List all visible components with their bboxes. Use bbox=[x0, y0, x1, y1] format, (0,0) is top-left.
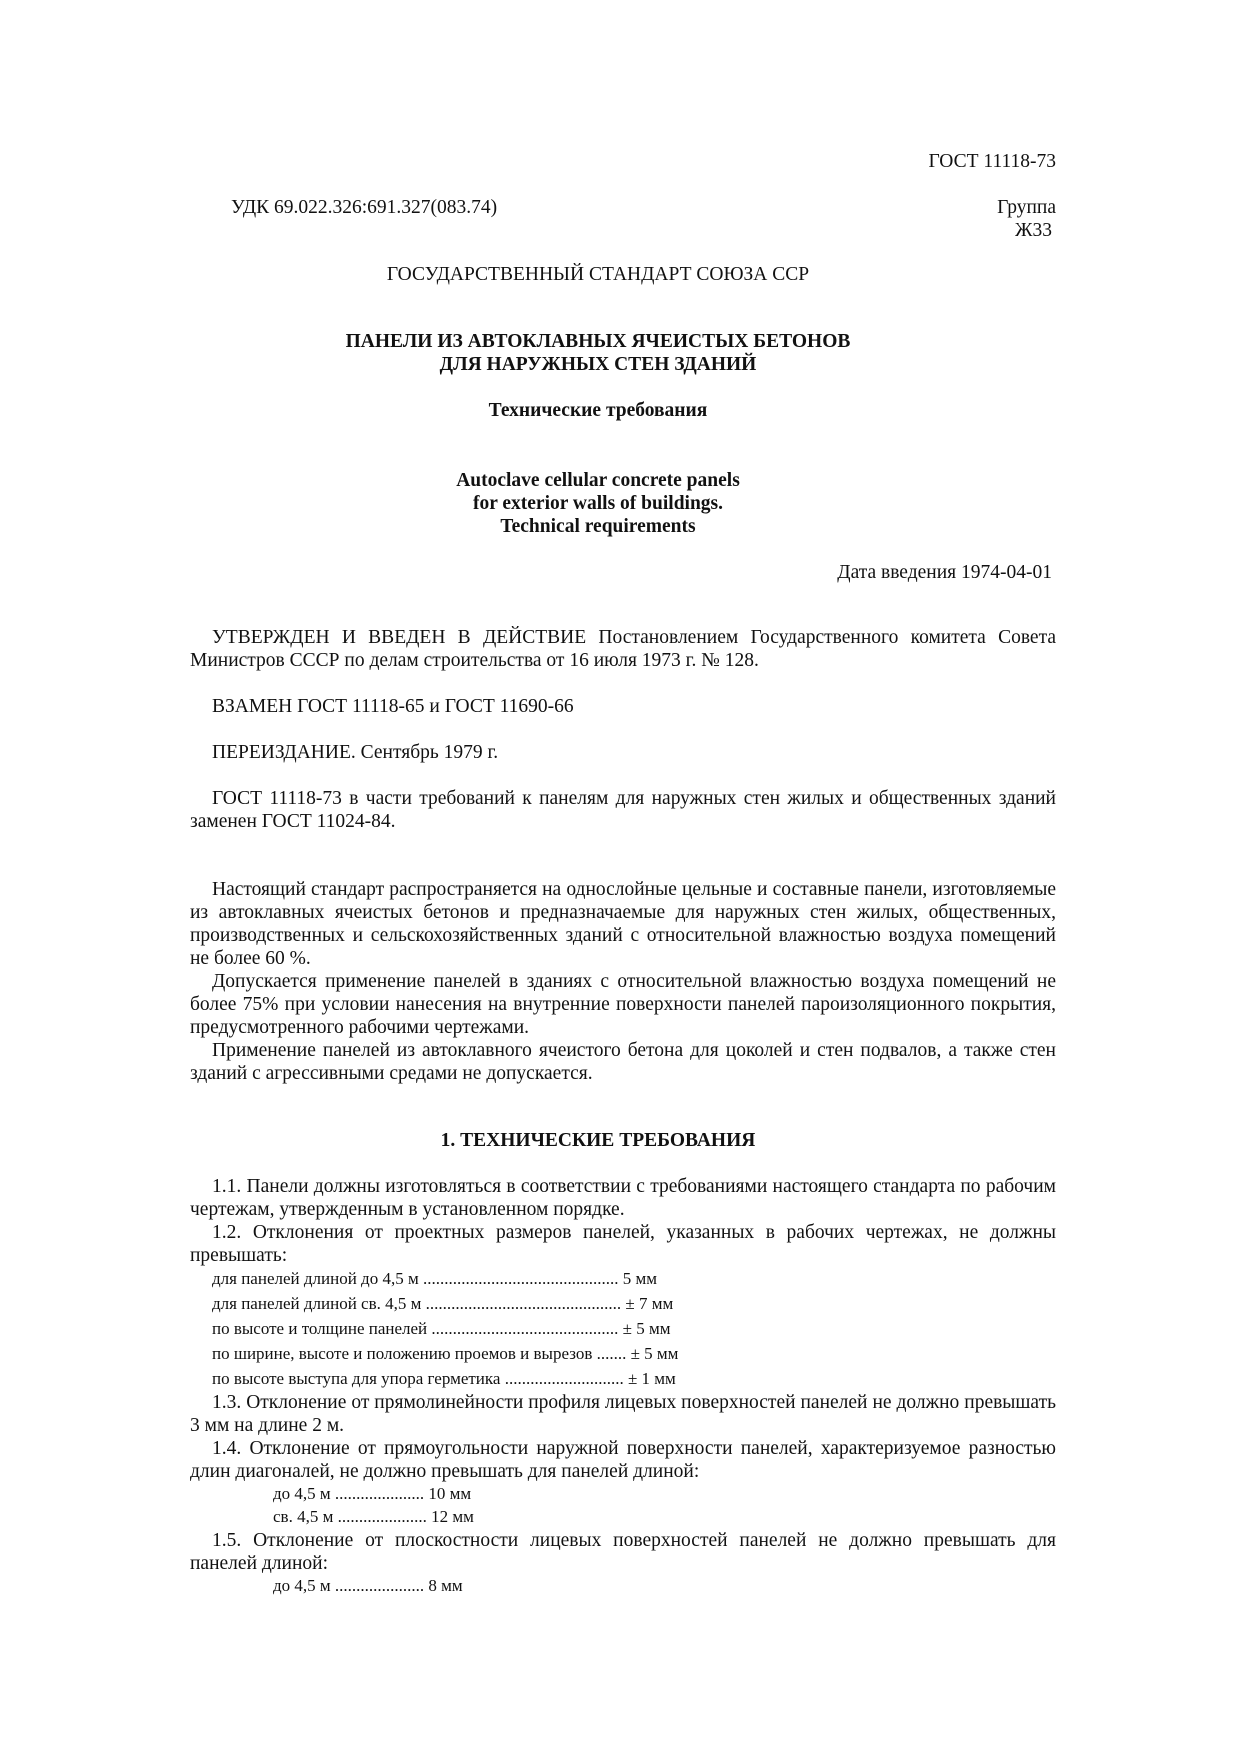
replaces-paragraph: ВЗАМЕН ГОСТ 11118-65 и ГОСТ 11690-66 bbox=[212, 696, 574, 717]
clause-1-4: 1.4. Отклонение от прямоугольности наружной поверхности панелей, характеризуемое разностью длин диагоналей, не должно превышать для панелей длиной: bbox=[190, 1438, 1056, 1482]
reissue-paragraph: ПЕРЕИЗДАНИЕ. Сентябрь 1979 г. bbox=[212, 742, 499, 763]
scope-paragraph-3: Применение панелей из автоклавного ячеистого бетона для цоколей и стен подвалов, а также стен зданий с агрессивными средами не допускается. bbox=[190, 1040, 1056, 1084]
deviation-value: 5 мм bbox=[618, 1269, 657, 1288]
replaced-note-paragraph: ГОСТ 11118-73 в части требований к панелям для наружных стен жилых и общественных зданий заменен ГОСТ 11024-84. bbox=[190, 788, 1056, 832]
gost-number: ГОСТ 11118-73 bbox=[928, 151, 1056, 172]
state-standard-heading: ГОСУДАРСТВЕННЫЙ СТАНДАРТ СОЮЗА ССР bbox=[386, 264, 810, 285]
subtitle: Технические требования bbox=[488, 400, 708, 421]
english-title-line-2: for exterior walls of buildings. bbox=[472, 493, 724, 514]
flatness-value: 8 мм bbox=[424, 1576, 463, 1595]
section-1-heading: 1. ТЕХНИЧЕСКИЕ ТРЕБОВАНИЯ bbox=[440, 1130, 756, 1151]
flatness-row bbox=[273, 1574, 463, 1597]
deviation-label: для панелей длиной до 4,5 м .............................................. bbox=[212, 1269, 619, 1288]
approval-paragraph: УТВЕРЖДЕН И ВВЕДЕН В ДЕЙСТВИЕ Постановлением Государственного комитета Совета Министров СССР по делам строительства от 16 июля 1973 г. № 128. bbox=[190, 627, 1056, 671]
clause-1-3: 1.3. Отклонение от прямолинейности профиля лицевых поверхностей панелей не должно превышать 3 мм на длине 2 м. bbox=[190, 1392, 1056, 1436]
diagonal-label: св. 4,5 м ..................... bbox=[273, 1507, 427, 1526]
deviation-label: по высоте выступа для упора герметика ............................ bbox=[212, 1369, 624, 1388]
deviation-value: ± 1 мм bbox=[623, 1369, 676, 1388]
diagonal-label: до 4,5 м ..................... bbox=[273, 1484, 425, 1503]
english-title-line-1: Autoclave cellular concrete panels bbox=[456, 470, 740, 491]
diagonal-row bbox=[273, 1482, 471, 1505]
introduction-date: Дата введения 1974-04-01 bbox=[837, 562, 1052, 583]
scope-paragraph-2: Допускается применение панелей в зданиях с относительной влажностью воздуха помещений не более 75% при условии нанесения на внутренние поверхности панелей пароизоляционного покрытия, предусмотренного рабочими чертежами. bbox=[190, 971, 1056, 1038]
scope-paragraph-1: Настоящий стандарт распространяется на однослойные цельные и составные панели, изготовляемые из автоклавных ячеистых бетонов и предназначаемые для наружных стен жилых, общественных, производственных и сельскохозяйственных зданий с относительной влажностью воздуха помещений не более 60 %. bbox=[190, 879, 1056, 969]
deviation-value: ± 5 мм bbox=[626, 1344, 679, 1363]
deviation-label: по ширине, высоте и положению проемов и вырезов ....... bbox=[212, 1344, 627, 1363]
deviation-row bbox=[212, 1317, 671, 1340]
title-line-1: ПАНЕЛИ ИЗ АВТОКЛАВНЫХ ЯЧЕИСТЫХ БЕТОНОВ bbox=[345, 331, 851, 352]
deviation-row bbox=[212, 1267, 657, 1290]
diagonal-value: 10 мм bbox=[424, 1484, 472, 1503]
deviation-value: ± 5 мм bbox=[618, 1319, 671, 1338]
deviation-label: по высоте и толщине панелей ............................................ bbox=[212, 1319, 619, 1338]
deviation-row bbox=[212, 1292, 673, 1315]
deviation-row bbox=[212, 1342, 678, 1365]
deviation-row bbox=[212, 1367, 676, 1390]
group-code: Ж33 bbox=[1015, 220, 1052, 241]
deviation-value: ± 7 мм bbox=[621, 1294, 674, 1313]
clause-1-1: 1.1. Панели должны изготовляться в соответствии с требованиями настоящего стандарта по рабочим чертежам, утвержденным в установленном порядке. bbox=[190, 1176, 1056, 1220]
clause-1-5: 1.5. Отклонение от плоскостности лицевых поверхностей панелей не должно превышать для панелей длиной: bbox=[190, 1530, 1056, 1574]
flatness-label: до 4,5 м ..................... bbox=[273, 1576, 425, 1595]
diagonal-value: 12 мм bbox=[426, 1507, 474, 1526]
title-line-2: ДЛЯ НАРУЖНЫХ СТЕН ЗДАНИЙ bbox=[439, 354, 757, 375]
clause-1-2: 1.2. Отклонения от проектных размеров панелей, указанных в рабочих чертежах, не должны превышать: bbox=[190, 1222, 1056, 1266]
deviation-label: для панелей длиной св. 4,5 м .............................................. bbox=[212, 1294, 622, 1313]
diagonal-row bbox=[273, 1505, 474, 1528]
english-title-line-3: Technical requirements bbox=[500, 516, 696, 537]
udk-code: УДК 69.022.326:691.327(083.74) bbox=[231, 197, 498, 218]
group-label: Группа bbox=[997, 197, 1056, 218]
